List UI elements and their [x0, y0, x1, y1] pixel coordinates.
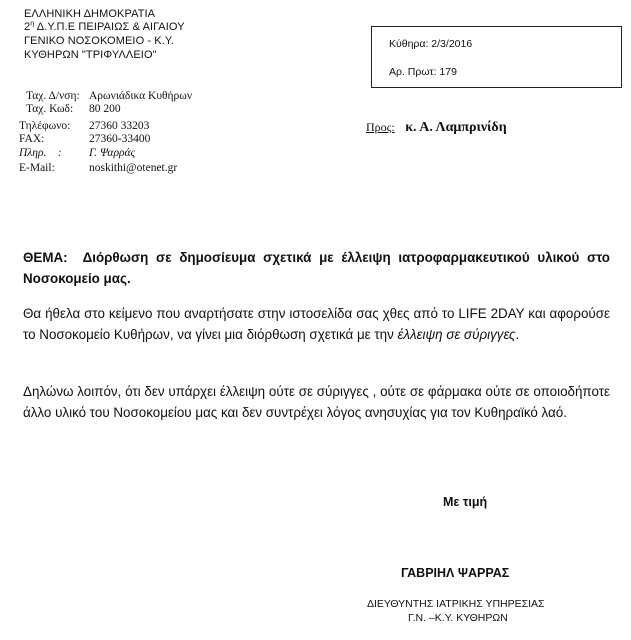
info-label: Πληρ. :	[19, 147, 62, 159]
sender-country: ΕΛΛΗΝΙΚΗ ΔΗΜΟΚΡΑΤΙΑ	[24, 8, 156, 20]
fax-label: FAX:	[19, 133, 45, 145]
signatory-title: ΔΙΕΥΘΥΝΤΗΣ ΙΑΤΡΙΚΗΣ ΥΠΗΡΕΣΙΑΣ	[367, 598, 545, 610]
address-label: Ταχ. Δ/νση:	[26, 90, 80, 102]
subject-text: Διόρθωση σε δημοσίευμα σχετικά με έλλειψη ιατροφαρμακευτικού υλικού στο Νοσοκομείο μας.	[23, 250, 610, 286]
email-label: E-Mail:	[19, 162, 55, 174]
address-value: Αρωνιάδικα Κυθήρων	[89, 90, 193, 102]
doc-protocol: Αρ. Πρωτ: 179	[389, 66, 457, 78]
sender-region-number: 2	[24, 21, 31, 33]
paragraph-statement: Δηλώνω λοιπόν, ότι δεν υπάρχει έλλειψη ούτε σε σύριγγες , ούτε σε φάρμακα ούτε σε οποιοδήποτε άλλο υλικό του Νοσοκομείου μας και δεν συντρέχει λόγος ανησυχίας για τον Κυθηραϊκό λαό.	[23, 384, 610, 420]
subject-label: ΘΕΜΑ:	[23, 250, 68, 265]
phone-label: Τηλέφωνο:	[19, 120, 71, 132]
sender-region-name: Δ.Υ.Π.Ε ΠΕΙΡΑΙΩΣ & ΑΙΓΑΙΟΥ	[34, 21, 185, 33]
paragraph1-end: .	[515, 327, 520, 342]
signatory-name: ΓΑΒΡΙΗΛ ΨΑΡΡΑΣ	[401, 566, 510, 580]
paragraph1-text: Θα ήθελα στο κείμενο που αναρτήσατε στην ιστοσελίδα σας χθες από το LIFE 2DAY και αφορούσε το Νοσοκομείο Κυθήρων, να γίνει μια διόρθωση σχετικά με την	[23, 306, 610, 342]
sender-hospital: ΓΕΝΙΚΟ ΝΟΣΟΚΟΜΕΙΟ - Κ.Υ.	[24, 35, 175, 47]
doc-reference-box	[371, 26, 622, 88]
fax-value: 27360-33400	[89, 133, 151, 145]
paragraph-correction-request	[23, 303, 610, 345]
recipient-label: Προς:	[366, 120, 395, 134]
phone-value: 27360 33203	[89, 120, 150, 132]
sender-hospital-name: ΚΥΘΗΡΩΝ "ΤΡΙΦΥΛΛΕΙΟ"	[24, 49, 157, 61]
recipient	[366, 118, 507, 136]
email-value: noskithi@otenet.gr	[89, 162, 178, 174]
sender-health-region	[24, 21, 185, 34]
closing-greeting: Με τιμή	[443, 495, 488, 509]
paragraph1-italic: έλλειψη σε σύριγγες	[397, 327, 516, 342]
doc-date: Κύθηρα: 2/3/2016	[389, 38, 473, 50]
postcode-label: Ταχ. Κωδ:	[26, 103, 74, 115]
sender-region-ordinal: η	[30, 20, 35, 28]
info-value: Γ. Ψαρράς	[89, 147, 136, 159]
postcode-value: 80 200	[89, 103, 121, 115]
recipient-name: κ. Α. Λαμπρινίδη	[405, 120, 507, 135]
signatory-organization: Γ.Ν. –Κ.Υ. ΚΥΘΗΡΩΝ	[408, 612, 508, 624]
subject	[23, 247, 610, 289]
